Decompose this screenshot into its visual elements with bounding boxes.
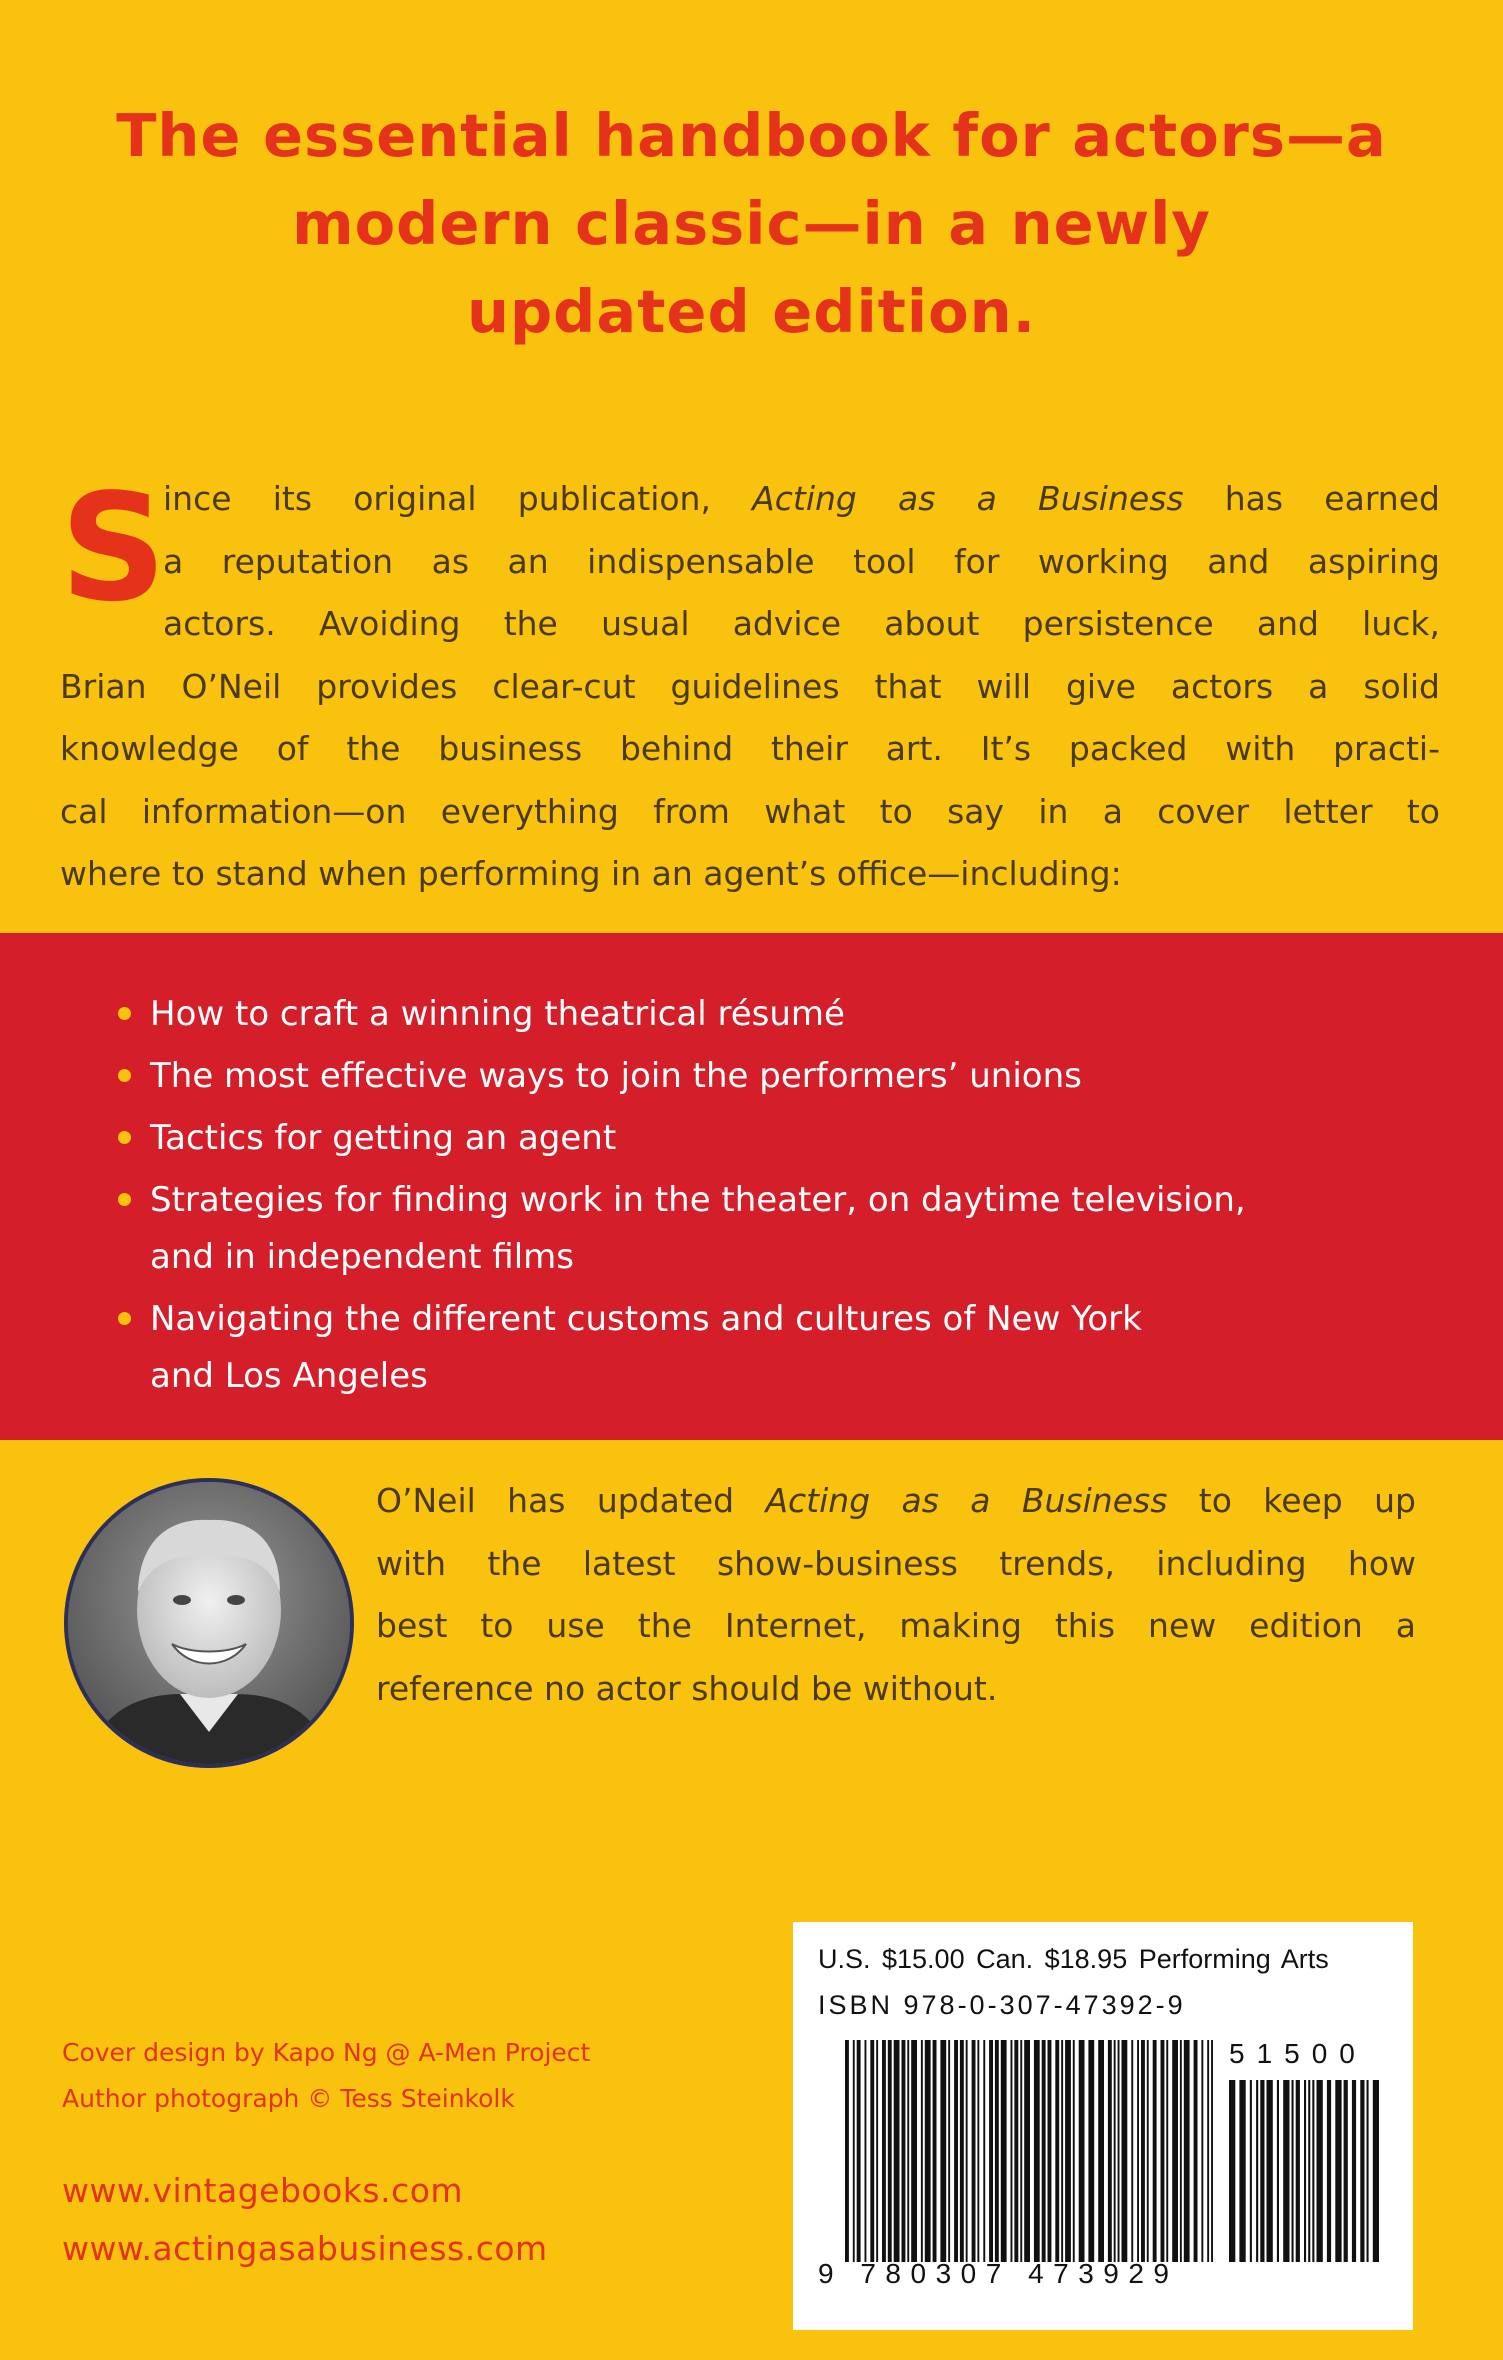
barcode-bar — [921, 2040, 923, 2262]
intro-line: a reputation as an indispensable tool for working and aspiring — [163, 541, 1440, 581]
feature-item — [118, 1291, 1418, 1405]
barcode-bar — [966, 2040, 968, 2262]
barcode-bar — [1014, 2040, 1018, 2262]
price-barcode-box — [793, 1922, 1413, 2330]
author-photo — [64, 1478, 354, 1768]
feature-line: Tactics for getting an agent — [150, 1118, 617, 1158]
feature-line: and Los Angeles — [150, 1356, 428, 1396]
barcode-bar — [1001, 2040, 1007, 2262]
update-line: with the latest show-business trends, including how — [376, 1543, 1416, 1583]
barcode-bar — [853, 2040, 855, 2262]
barcode-bar — [882, 2040, 886, 2262]
barcode-bar — [907, 2040, 909, 2262]
headline — [0, 92, 1503, 356]
intro-line: actors. Avoiding the usual advice about persistence and luck, — [163, 604, 1440, 643]
barcode-bar — [1161, 2040, 1165, 2262]
barcode-bar — [1184, 2040, 1190, 2262]
drop-cap: S — [60, 462, 167, 634]
barcode-bar — [1108, 2040, 1112, 2262]
isbn-number: ISBN 978-0-307-47392-9 — [818, 1990, 1186, 2020]
barcode-bar — [1114, 2040, 1116, 2262]
feature-line: Strategies for finding work in the theater, on daytime television, — [150, 1180, 1246, 1220]
barcode-bar — [1344, 2080, 1348, 2262]
headline-line: updated edition. — [466, 277, 1037, 346]
barcode-bar — [1055, 2040, 1059, 2262]
barcode-bar — [1020, 2040, 1022, 2262]
book-title: Acting as a Business — [752, 479, 1184, 518]
ean-digits: 9 780307 473929 — [818, 2258, 1179, 2289]
barcode-bar — [972, 2040, 976, 2262]
barcode-bar — [1308, 2080, 1310, 2262]
barcode-bar — [1180, 2040, 1182, 2262]
barcode-bar — [1211, 2040, 1213, 2262]
update-text: to keep up — [1167, 1481, 1416, 1520]
barcode-bar — [954, 2040, 958, 2262]
barcode-bar — [1098, 2040, 1104, 2262]
barcode-bar — [1073, 2040, 1075, 2262]
barcode-bar — [1079, 2040, 1085, 2262]
intro-line: knowledge of the business behind their art. It’s packed with practi- — [60, 729, 1440, 768]
feature-item — [118, 986, 1418, 1043]
headline-line: modern classic—in a newly — [292, 189, 1211, 258]
barcode-bar — [888, 2040, 892, 2262]
barcode-bar — [1250, 2080, 1252, 2262]
barcode-bar — [1061, 2040, 1063, 2262]
feature-item — [118, 1110, 1418, 1167]
barcode-bar — [865, 2040, 867, 2262]
intro-line: cal information—on everything from what to say in a cover letter to — [60, 791, 1440, 831]
barcode-bar — [1147, 2040, 1149, 2262]
feature-line: How to craft a winning theatrical résumé — [150, 994, 845, 1034]
barcode-bar — [1048, 2040, 1052, 2262]
barcode-bar — [1088, 2040, 1094, 2262]
barcode-bar — [1267, 2080, 1273, 2262]
feature-line: The most effective ways to join the performers’ unions — [150, 1056, 1082, 1096]
update-line: best to use the Internet, making this new edition a — [376, 1606, 1416, 1645]
intro-text: ince its original publication, — [163, 479, 753, 518]
cover-design-credit: Cover design by Kapo Ng @ A-Men Project — [62, 2038, 591, 2067]
update-line: reference no actor should be without. — [376, 1668, 998, 1708]
feature-item — [118, 1172, 1418, 1286]
barcode-bar — [870, 2040, 874, 2262]
barcode-bar — [845, 2040, 849, 2262]
intro-text: has earned — [1183, 479, 1440, 518]
barcode-bar — [1201, 2040, 1203, 2262]
barcode-bar — [1260, 2080, 1264, 2262]
barcode-bar — [1042, 2040, 1046, 2262]
barcode-bar — [857, 2040, 861, 2262]
barcode-bar — [1352, 2080, 1356, 2262]
barcode-bar — [1367, 2080, 1369, 2262]
barcode-bar — [1166, 2040, 1168, 2262]
barcode-bar — [902, 2040, 906, 2262]
barcode-bar — [1317, 2080, 1323, 2262]
barcode-bar — [977, 2040, 979, 2262]
barcode-bar — [1011, 2040, 1013, 2262]
barcode-bar — [894, 2040, 900, 2262]
update-paragraph — [376, 1470, 1416, 1720]
barcode-bar — [911, 2040, 917, 2262]
bullet-dot-icon — [118, 1069, 131, 1082]
barcode-bar — [1373, 2080, 1379, 2262]
bullet-dot-icon — [118, 1193, 131, 1206]
author-photo-credit: Author photograph © Tess Steinkolk — [62, 2084, 515, 2113]
bullet-dot-icon — [118, 1131, 131, 1144]
barcode-bar — [1277, 2080, 1279, 2262]
bullet-dot-icon — [118, 1312, 131, 1325]
barcode-bar — [1312, 2080, 1314, 2262]
book-title: Acting as a Business — [765, 1481, 1168, 1520]
barcode-bar — [1283, 2080, 1289, 2262]
intro-line — [60, 468, 1440, 531]
barcode-bar — [1360, 2080, 1364, 2262]
barcode-bar — [1304, 2080, 1306, 2262]
barcode-bar — [1207, 2040, 1209, 2262]
barcode-bar — [1335, 2080, 1341, 2262]
barcode-bar — [876, 2040, 878, 2262]
feature-item — [118, 1048, 1418, 1105]
addon-barcode-icon — [1229, 2080, 1379, 2262]
intro-line: where to stand when performing in an agent’s office—including: — [60, 854, 1122, 893]
barcode-bar — [1141, 2040, 1145, 2262]
website-link-vintage[interactable]: www.vintagebooks.com — [62, 2171, 464, 2210]
website-links — [62, 2162, 548, 2278]
feature-line: Navigating the different customs and cultures of New York — [150, 1299, 1142, 1339]
barcode-bar — [960, 2040, 964, 2262]
barcode-bar — [925, 2040, 931, 2262]
feature-list — [118, 986, 1418, 1410]
update-line — [376, 1470, 1416, 1533]
barcode-bar — [1122, 2040, 1128, 2262]
addon-digits: 51500 — [1229, 2038, 1367, 2069]
author-portrait-icon — [68, 1482, 350, 1764]
barcode-bar — [1131, 2040, 1133, 2262]
barcode-bar — [989, 2040, 993, 2262]
feature-line: and in independent films — [150, 1237, 575, 1277]
barcode-bar — [1229, 2080, 1235, 2262]
website-link-book[interactable]: www.actingasabusiness.com — [62, 2229, 548, 2268]
bullet-dot-icon — [118, 1007, 131, 1020]
barcode-bar — [983, 2040, 985, 2262]
barcode-bar — [1024, 2040, 1030, 2262]
credits — [62, 2030, 590, 2122]
barcode-bar — [933, 2040, 937, 2262]
barcode-bar — [1239, 2080, 1245, 2262]
barcode-bar — [995, 2040, 999, 2262]
intro-line: Brian O’Neil provides clear-cut guidelines that will give actors a solid — [60, 666, 1440, 706]
barcode-bar — [1153, 2040, 1157, 2262]
barcode-bar — [1327, 2080, 1331, 2262]
update-text: O’Neil has updated — [376, 1481, 766, 1520]
barcode-bar — [1137, 2040, 1139, 2262]
barcode-bar — [948, 2040, 950, 2262]
barcode-bar — [1292, 2080, 1294, 2262]
barcode-bar — [1065, 2040, 1071, 2262]
barcode-bar — [1034, 2040, 1040, 2262]
barcode-bar — [1296, 2080, 1300, 2262]
barcode-bar — [1118, 2040, 1120, 2262]
intro-paragraph — [60, 462, 1440, 906]
barcode-bar — [1172, 2040, 1178, 2262]
barcode-bar — [1194, 2040, 1198, 2262]
ean-barcode-icon — [845, 2040, 1215, 2262]
barcode-bar — [1256, 2080, 1258, 2262]
barcode-bar — [940, 2040, 946, 2262]
headline-line: The essential handbook for actors—a — [116, 101, 1387, 170]
price-line: U.S. $15.00 Can. $18.95 Performing Arts — [818, 1944, 1329, 1974]
